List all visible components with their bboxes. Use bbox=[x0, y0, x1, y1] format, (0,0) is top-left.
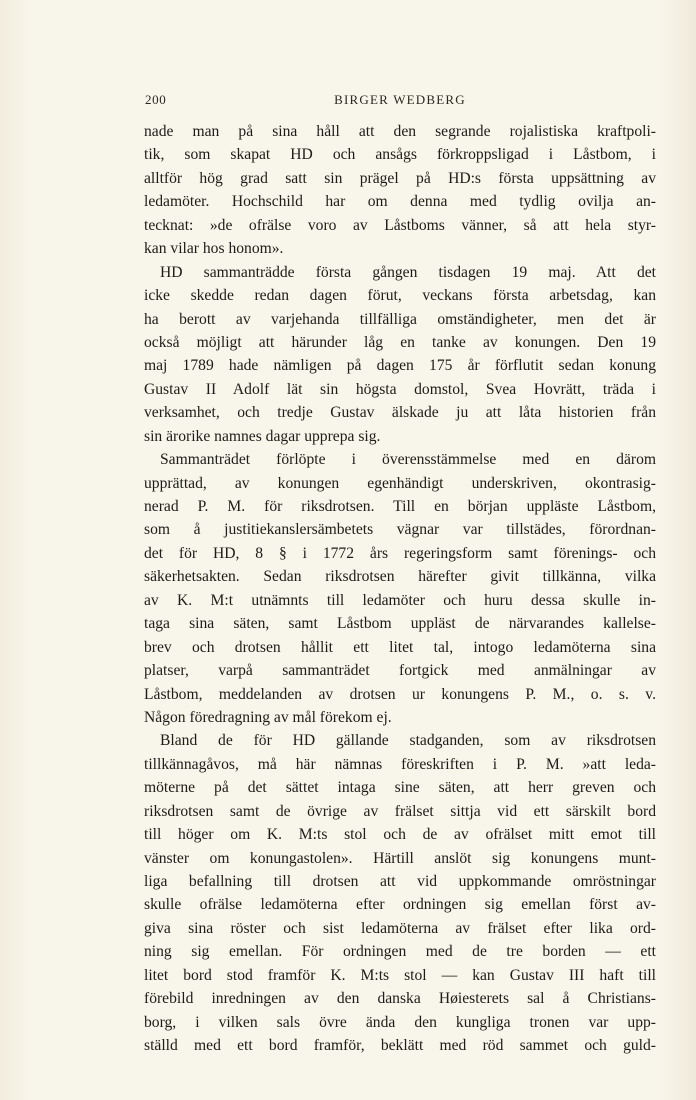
text-line: av K. M:t utnämnts till ledamöter och huru dessa skulle in- bbox=[144, 591, 656, 609]
text-line: det för HD, 8 § i 1772 års regeringsform samt förenings- och bbox=[144, 544, 656, 562]
text-line: alltför hög grad satt sin prägel på HD:s första uppsättning av bbox=[144, 169, 656, 187]
text-line: brev och drotsen hållit ett litet tal, intogo ledamöterna sina bbox=[144, 638, 656, 656]
text-line: tik, som skapat HD och ansågs förkroppsligad i Låstbom, i bbox=[144, 146, 656, 164]
running-head: BIRGER WEDBERG bbox=[334, 92, 466, 107]
text-line: maj 1789 hade nämligen på dagen 175 år förflutit sedan konung bbox=[144, 357, 656, 375]
text-line: som å justitiekanslersämbetets vägnar var tillstädes, förordnan- bbox=[144, 521, 656, 539]
text-line: nade man på sina håll att den segrande rojalistiska kraftpoli- bbox=[144, 123, 656, 140]
text-line: kan vilar hos honom». bbox=[144, 240, 284, 258]
text-line: giva sina röster och sist ledamöterna av frälset efter lika ord- bbox=[144, 919, 656, 937]
text-line: vänster om konungastolen». Härtill anslöt sig konungens munt- bbox=[144, 849, 656, 867]
text-line: tecknat: »de ofrälse voro av Låstboms vänner, så att hela styr- bbox=[144, 216, 656, 234]
text-line: Gustav II Adolf lät sin högsta domstol, Svea Hovrätt, träda i bbox=[144, 380, 656, 398]
text-line: förebild inredningen av den danska Høiesterets sal å Christians- bbox=[144, 990, 656, 1008]
text-line: till höger om K. M:ts stol och de av ofrälset mitt emot till bbox=[144, 826, 656, 844]
text-line: Sammanträdet förlöpte i överensstämmelse med en därom bbox=[160, 451, 656, 469]
text-line: ledamöter. Hochschild har om denna med tydlig ovilja an- bbox=[144, 193, 656, 211]
text-line: säkerhetsakten. Sedan riksdrotsen härefter givit tillkänna, vilka bbox=[144, 568, 656, 586]
text-line: Bland de för HD gällande stadganden, som av riksdrotsen bbox=[160, 732, 656, 750]
text-line: upprättad, av konungen egenhändigt underskriven, okontrasig- bbox=[144, 474, 656, 492]
text-line: ha berott av varjehanda tillfälliga omständigheter, men det är bbox=[144, 310, 656, 328]
text-line: platser, varpå sammanträdet fortgick med anmälningar av bbox=[144, 662, 656, 680]
text-line: icke skedde redan dagen förut, veckans första arbetsdag, kan bbox=[144, 287, 656, 305]
text-line: Någon föredragning av mål förekom ej. bbox=[144, 708, 392, 726]
page-header bbox=[145, 92, 655, 112]
text-line: Låstbom, meddelanden av drotsen ur konungens P. M., o. s. v. bbox=[144, 685, 656, 703]
text-line: verksamhet, och tredje Gustav älskade ju att låta historien från bbox=[144, 404, 656, 422]
text-line: ställd med ett bord framför, beklätt med röd sammet och guld- bbox=[144, 1037, 656, 1055]
text-line: liga befallning till drotsen att vid uppkommande omröstningar bbox=[144, 873, 656, 890]
text-line: nerad P. M. för riksdrotsen. Till en början uppläste Låstbom, bbox=[144, 498, 656, 515]
text-line: möterne på det sättet intaga sine säten, att herr greven och bbox=[144, 779, 656, 797]
text-line: taga sina säten, samt Låstbom uppläst de närvarandes kallelse- bbox=[144, 615, 656, 633]
text-line: skulle ofrälse ledamöterna efter ordningen sig emellan först av- bbox=[144, 896, 656, 914]
text-line: litet bord stod framför K. M:ts stol — kan Gustav III haft till bbox=[144, 966, 656, 984]
body-text bbox=[144, 120, 656, 1058]
text-line: tillkännagåvos, må här nämnas föreskriften i P. M. »att leda- bbox=[144, 755, 656, 773]
text-line: HD sammanträdde första gången tisdagen 19 maj. Att det bbox=[160, 263, 656, 281]
text-line: borg, i vilken sals övre ända den kungliga tronen var upp- bbox=[144, 1013, 656, 1031]
page-number: 200 bbox=[145, 92, 167, 107]
text-line: också möjligt att härunder låg en tanke av konungen. Den 19 bbox=[144, 333, 656, 351]
text-line: riksdrotsen samt de övrige av frälset sittja vid ett särskilt bord bbox=[144, 802, 656, 820]
text-line: ning sig emellan. För ordningen med de tre borden — ett bbox=[144, 943, 656, 961]
text-line: sin ärorike namnes dagar upprepa sig. bbox=[144, 427, 381, 445]
